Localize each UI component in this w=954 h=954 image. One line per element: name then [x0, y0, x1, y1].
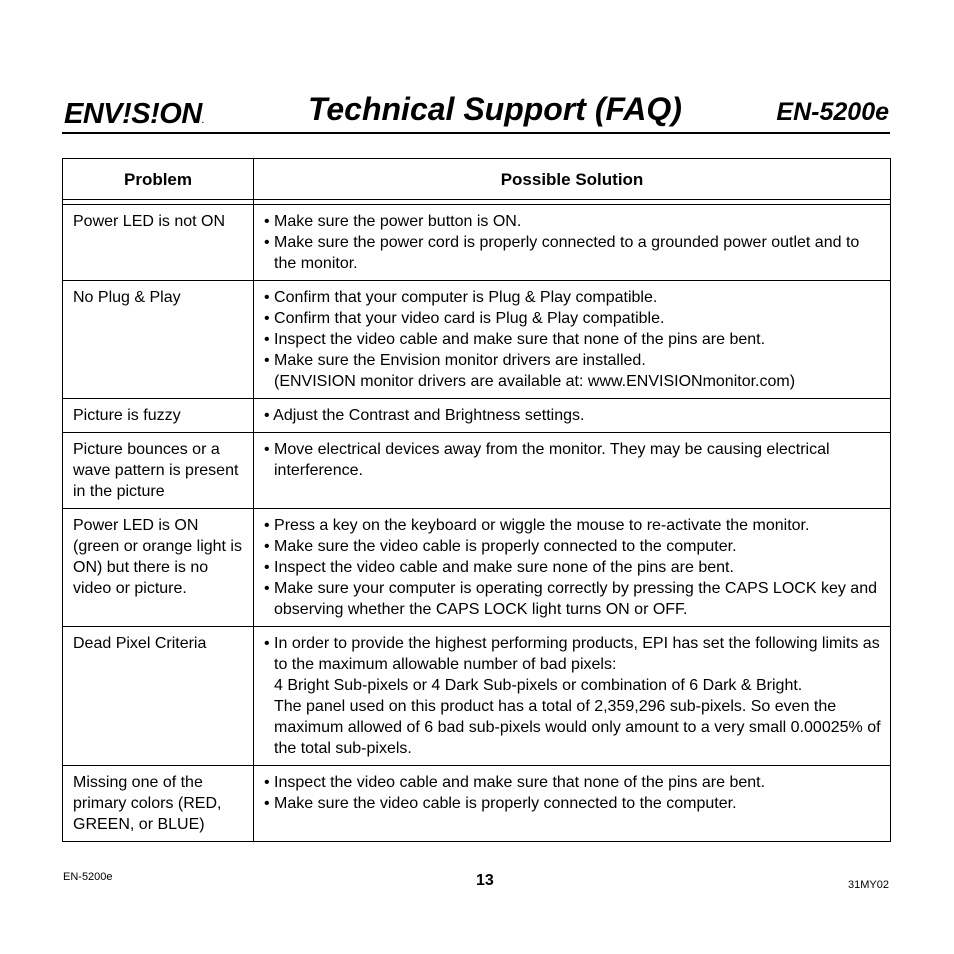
bullet-icon: •: [264, 517, 275, 534]
footer-date-code: 31MY02: [848, 879, 889, 891]
page-number: 13: [476, 872, 494, 889]
bullet-icon: •: [264, 310, 275, 327]
faq-table-body: [63, 205, 891, 842]
solution-bullet: [264, 793, 882, 814]
bullet-text: Make sure the power cord is properly connected to a grounded power outlet and to the monitor.: [274, 234, 860, 272]
footer-model: EN-5200e: [63, 871, 113, 883]
bullet-text: Adjust the Contrast and Brightness settings.: [273, 407, 585, 424]
solution-bullet: [264, 536, 882, 557]
solution-cell: [254, 399, 891, 433]
problem-cell: No Plug & Play: [63, 281, 254, 399]
bullet-text: Make sure the power button is ON.: [274, 213, 522, 230]
bullet-icon: •: [264, 795, 275, 812]
problem-cell: Picture bounces or a wave pattern is present in the picture: [63, 433, 254, 509]
table-row: [63, 205, 891, 281]
bullet-text: Make sure the Envision monitor drivers are installed.: [274, 352, 646, 369]
bullet-text: Confirm that your video card is Plug & Play compatible.: [274, 310, 665, 327]
solution-continuation: 4 Bright Sub-pixels or 4 Dark Sub-pixels or combination of 6 Dark & Bright.: [274, 677, 803, 694]
bullet-text: Move electrical devices away from the monitor. They may be causing electrical interference.: [274, 441, 830, 479]
table-header-row: [63, 159, 891, 200]
solution-cell: [254, 627, 891, 766]
bullet-icon: •: [264, 407, 274, 424]
table-row: [63, 766, 891, 842]
bullet-icon: •: [264, 234, 275, 251]
solution-continuation: (ENVISION monitor drivers are available at: www.ENVISIONmonitor.com): [274, 373, 796, 390]
solution-continuation: The panel used on this product has a total of 2,359,296 sub-pixels. So even the maximum allowed of 6 bad sub-pixels would only amount to a very small 0.00025% of the total sub-pixels.: [274, 698, 881, 757]
solution-bullet: [264, 287, 882, 308]
solution-bullet: [264, 350, 882, 371]
bullet-icon: •: [264, 635, 275, 652]
table-row: [63, 509, 891, 627]
problem-cell: Dead Pixel Criteria: [63, 627, 254, 766]
bullet-icon: •: [264, 559, 275, 576]
bullet-text: Press a key on the keyboard or wiggle the mouse to re-activate the monitor.: [274, 517, 810, 534]
bullet-text: Inspect the video cable and make sure that none of the pins are bent.: [274, 331, 766, 348]
solution-bullet: [264, 578, 882, 620]
model-number: EN-5200e: [776, 98, 889, 126]
solution-bullet: [264, 633, 882, 675]
solution-cell: [254, 281, 891, 399]
bullet-icon: •: [264, 580, 275, 597]
solution-bullet: [264, 211, 882, 232]
faq-table: [62, 158, 891, 842]
table-row: [63, 281, 891, 399]
table-row: [63, 433, 891, 509]
bullet-icon: •: [264, 331, 275, 348]
solution-cell: [254, 433, 891, 509]
solution-cell: [254, 766, 891, 842]
logo-mark: .: [201, 116, 204, 125]
page-title: Technical Support (FAQ): [308, 91, 682, 127]
problem-cell: Picture is fuzzy: [63, 399, 254, 433]
header-rule: [62, 132, 890, 134]
solution-bullet: [264, 405, 882, 426]
column-header-solution: Possible Solution: [254, 159, 891, 200]
solution-cell: [254, 509, 891, 627]
solution-bullet: [264, 515, 882, 536]
column-header-problem: Problem: [63, 159, 254, 200]
bullet-text: Make sure the video cable is properly connected to the computer.: [274, 538, 737, 555]
solution-bullet: [264, 232, 882, 274]
logo-text: ENV!S!ON: [64, 98, 202, 130]
bullet-text: Inspect the video cable and make sure that none of the pins are bent.: [274, 774, 766, 791]
bullet-icon: •: [264, 774, 275, 791]
problem-cell: Power LED is not ON: [63, 205, 254, 281]
table-row: [63, 627, 891, 766]
bullet-icon: •: [264, 352, 275, 369]
bullet-text: Confirm that your computer is Plug & Play compatible.: [274, 289, 658, 306]
problem-cell: Power LED is ON (green or orange light is ON) but there is no video or picture.: [63, 509, 254, 627]
solution-cell: [254, 205, 891, 281]
solution-bullet: [264, 308, 882, 329]
bullet-text: Make sure the video cable is properly connected to the computer.: [274, 795, 737, 812]
bullet-icon: •: [264, 538, 275, 555]
solution-bullet: [264, 772, 882, 793]
problem-cell: Missing one of the primary colors (RED, GREEN, or BLUE): [63, 766, 254, 842]
solution-bullet: [264, 329, 882, 350]
bullet-icon: •: [264, 441, 275, 458]
solution-bullet: [264, 557, 882, 578]
bullet-text: Inspect the video cable and make sure none of the pins are bent.: [274, 559, 734, 576]
bullet-text: In order to provide the highest performing products, EPI has set the following limits as to the maximum allowable number of bad pixels:: [274, 635, 880, 673]
table-row: [63, 399, 891, 433]
bullet-icon: •: [264, 213, 275, 230]
bullet-icon: •: [264, 289, 275, 306]
bullet-text: Make sure your computer is operating correctly by pressing the CAPS LOCK key and observing whether the CAPS LOCK light turns ON or OFF.: [274, 580, 877, 618]
solution-bullet: [264, 439, 882, 481]
